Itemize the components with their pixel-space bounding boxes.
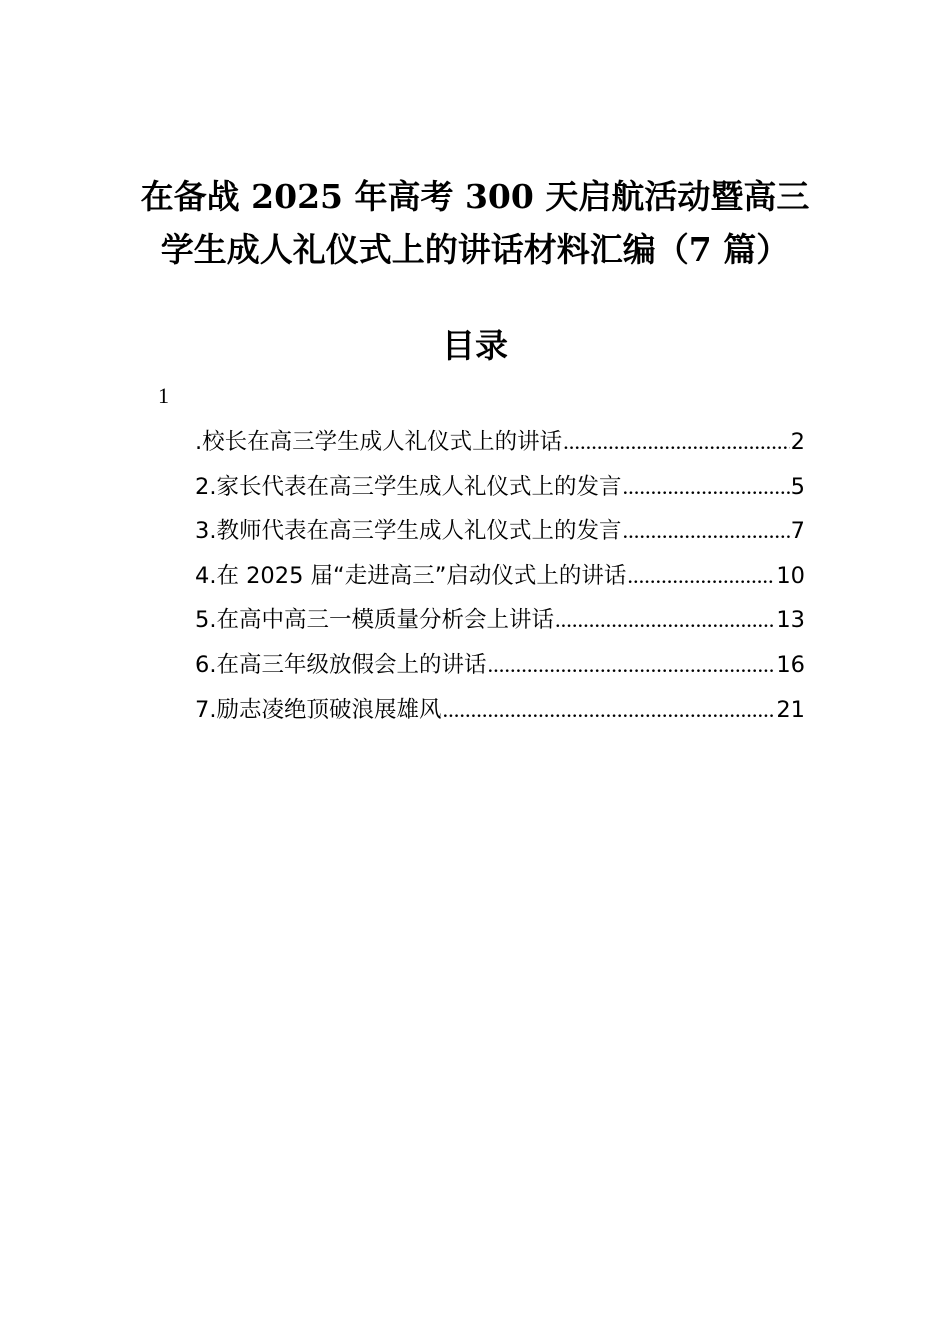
toc-dot-leader [622, 509, 789, 554]
toc-page-number: 21 [776, 696, 805, 723]
toc-page-number: 2 [790, 429, 805, 455]
toc-entry-3[interactable] [195, 509, 805, 554]
title-line-1: 在备战 2025 年高考 300 天启航活动暨高三 [140, 177, 810, 216]
toc-dot-leader [627, 554, 775, 599]
toc-entry-title: 4.在 2025 届“走进高三”启动仪式上的讲话 [195, 562, 627, 589]
toc-page-number: 7 [790, 518, 805, 545]
toc-dot-leader [487, 643, 775, 688]
toc-entry-title: .校长在高三学生成人礼仪式上的讲话 [195, 429, 563, 455]
toc-page-number: 16 [776, 651, 805, 678]
title-line-2: 学生成人礼仪式上的讲话材料汇编（7 篇） [160, 230, 790, 269]
toc-page-number: 13 [776, 607, 805, 634]
table-of-contents [195, 420, 805, 732]
toc-page-number: 10 [776, 562, 805, 589]
toc-entry-7[interactable] [195, 688, 805, 733]
toc-entry-title: 5.在高中高三一模质量分析会上讲话 [195, 607, 554, 634]
toc-dot-leader [622, 465, 789, 510]
toc-heading: 目录 [442, 326, 508, 365]
toc-entry-title: 3.教师代表在高三学生成人礼仪式上的发言 [195, 518, 622, 545]
toc-entry-title: 6.在高三年级放假会上的讲话 [195, 651, 487, 678]
toc-page-number: 5 [790, 473, 805, 500]
toc-stray-number: 1 [158, 383, 169, 408]
toc-entry-2[interactable] [195, 465, 805, 510]
toc-entry-title: 7.励志凌绝顶破浪展雄风 [195, 696, 442, 723]
toc-dot-leader [555, 598, 775, 643]
toc-entry-5[interactable] [195, 598, 805, 643]
toc-entry-6[interactable] [195, 643, 805, 688]
toc-entry-4[interactable] [195, 554, 805, 599]
document-title [120, 170, 830, 276]
toc-dot-leader [442, 688, 775, 733]
toc-entry-title: 2.家长代表在高三学生成人礼仪式上的发言 [195, 473, 622, 500]
toc-entry-1[interactable] [195, 420, 805, 465]
toc-dot-leader [563, 420, 790, 465]
